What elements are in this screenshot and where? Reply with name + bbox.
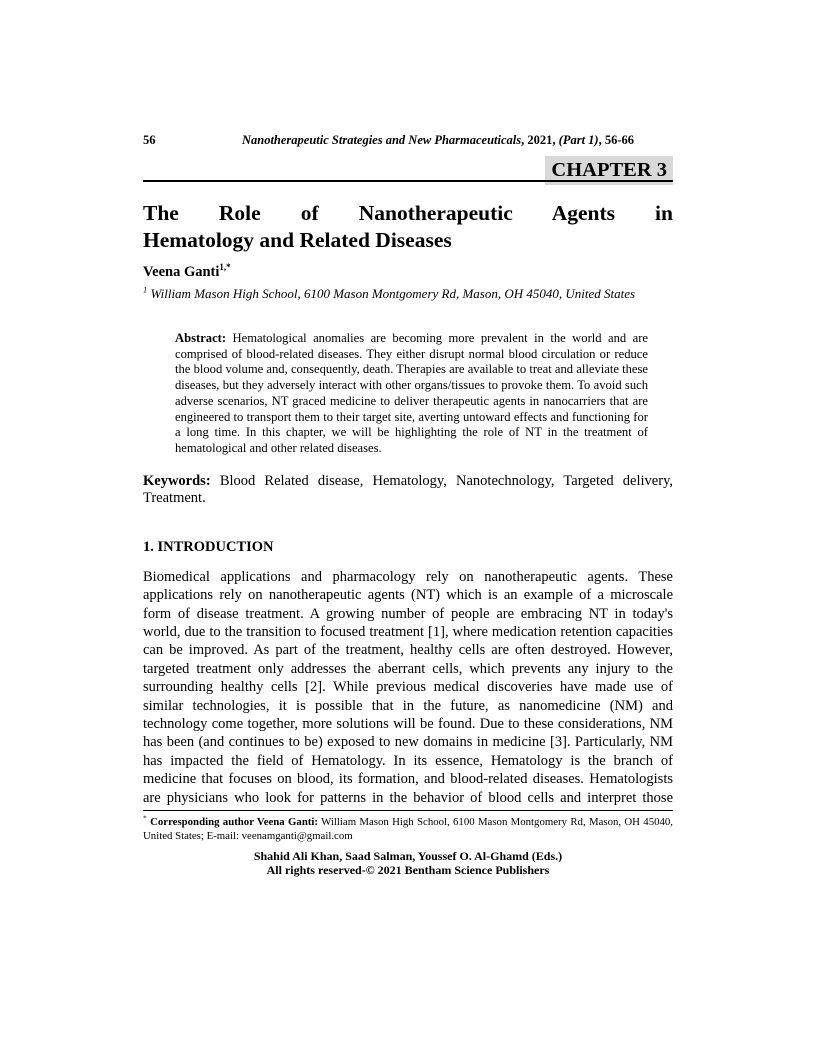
- abstract-text: Hematological anomalies are becoming more prevalent in the world and are comprised of blood-related diseases. They either disrupt normal blood circulation or reduce the blood volume and, consequently, death. Therapies are available to treat and alleviate these diseases, but they adversely interact with other organs/tissues to provoke them. To avoid such adverse scenarios, NT graced medicine to deliver therapeutic agents in nanocarriers that are engineered to transport them to their target site, averting untoward effects and functioning for a long time. In this chapter, we will be highlighting the role of NT in the treatment of hematological and other related diseases.: [175, 331, 649, 455]
- running-title: [203, 132, 673, 148]
- keywords: [143, 473, 673, 508]
- publisher-footer: [143, 850, 673, 877]
- author-superscript: 1,*: [219, 262, 231, 273]
- introduction-paragraph: Biomedical applications and pharmacology rely on nanotherapeutic agents. These applications rely on nanotherapeutic agents (NT) which is an example of a microscale form of disease treatment. A growing number of people are embracing NT in today's world, due to the transition to focused treatment [1], where medication retention capacities can be improved. As part of the treatment, healthy cells are often destroyed. However, targeted treatment only addresses the aberrant cells, which prevents any injury to the surrounding healthy cells [2]. While previous medical discoveries have made use of similar technologies, it is possible that in the future, as nanomedicine (NM) and technology come together, more solutions will be found. Due to these considerations, NM has been (and continues to be) exposed to new domains in medicine [3]. Particularly, NM has impacted the field of Hematology. In its essence, Hematology is the branch of medicine that focuses on blood, its formation, and blood-related diseases. Hematologists are physicians who look for patterns in the behavior of blood cells and interpret those: [143, 568, 673, 806]
- keywords-label: Keywords:: [143, 472, 211, 489]
- keywords-text: Blood Related disease, Hematology, Nanotechnology, Targeted delivery, Treatment.: [143, 472, 674, 507]
- author-name: Veena Ganti: [143, 264, 220, 280]
- section-heading-introduction: 1. INTRODUCTION: [143, 538, 274, 555]
- running-header: [143, 132, 673, 148]
- abstract-label: Abstract:: [175, 331, 227, 345]
- page-number: 56: [143, 133, 156, 147]
- footnote-marker: *: [143, 813, 147, 823]
- author-line: [143, 263, 673, 281]
- affiliation-line: [143, 285, 673, 302]
- abstract: [175, 331, 648, 457]
- journal-year: , 2021,: [521, 133, 559, 147]
- footnote-text: William Mason High School, 6100 Mason Montgomery Rd, Mason, OH 45040, United States; E-mail: veenamganti@gmail.com: [143, 816, 673, 843]
- chapter-label: CHAPTER 3: [545, 156, 673, 185]
- affiliation-text: William Mason High School, 6100 Mason Montgomery Rd, Mason, OH 45040, United States: [150, 286, 636, 301]
- header-rule: [143, 180, 673, 182]
- journal-title: Nanotherapeutic Strategies and New Pharmaceuticals: [241, 133, 522, 147]
- footer-editors: Shahid Ali Khan, Saad Salman, Youssef O. Al-Ghamd (Eds.): [253, 849, 563, 864]
- journal-pages: , 56-66: [598, 133, 635, 147]
- chapter-title-line1: The Role of Nanotherapeutic Agents in: [143, 201, 673, 225]
- chapter-title-line2: Hematology and Related Diseases: [143, 228, 452, 252]
- footer-rights: All rights reserved-© 2021 Bentham Science Publishers: [266, 862, 550, 877]
- chapter-title: [143, 200, 673, 254]
- journal-part: (Part 1): [558, 133, 599, 147]
- affiliation-marker: 1: [143, 284, 148, 295]
- footnote: [143, 811, 673, 843]
- chapter-banner: [143, 156, 673, 186]
- footnote-label: Corresponding author Veena Ganti:: [150, 816, 319, 829]
